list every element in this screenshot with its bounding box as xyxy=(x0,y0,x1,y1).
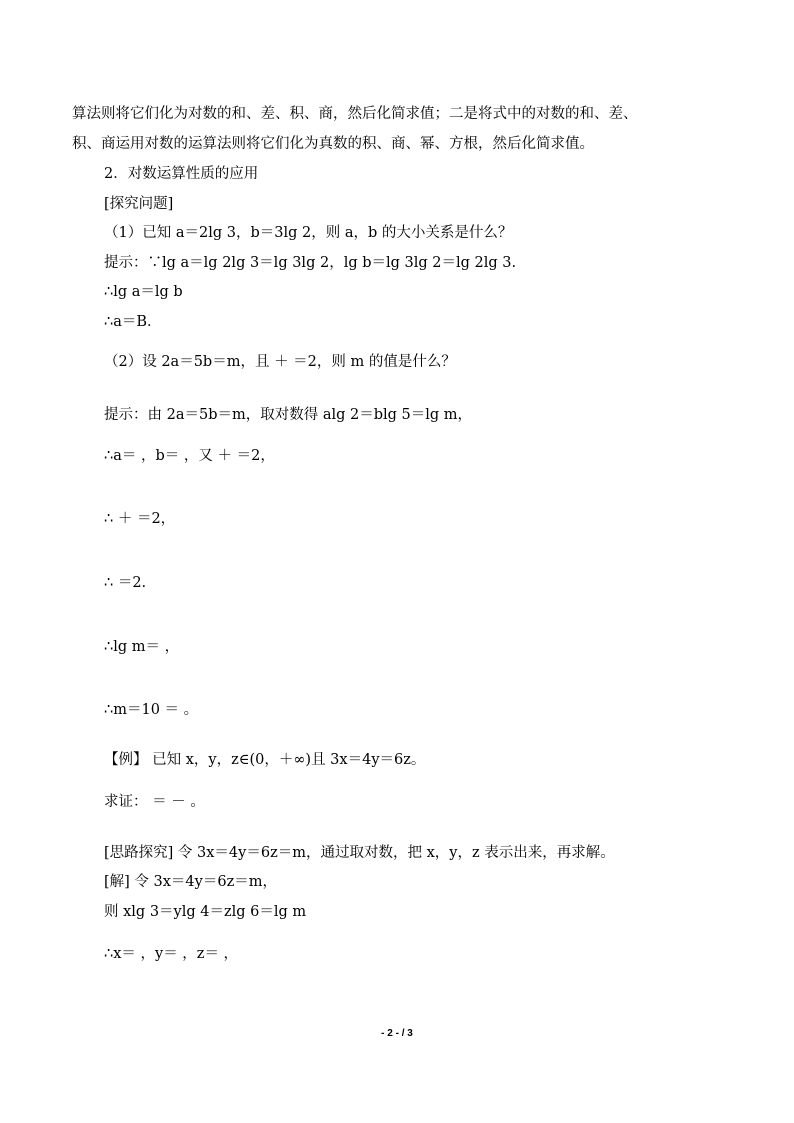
hint-1: 提示：∵lg a＝lg 2lg 3＝lg 3lg 2，lg b＝lg 3lg 2＝lg 2lg 3. xyxy=(104,255,517,271)
step-eq-2: ∴ ＝2. xyxy=(104,575,147,591)
paragraph-line-2: 积、商运用对数的运算法则将它们化为真数的积、商、幂、方根，然后化简求值。 xyxy=(72,136,594,152)
step-a-eq-b: ∴a＝B． xyxy=(104,314,162,330)
paragraph-line-1: 算法则将它们化为对数的和、差、积、商，然后化简求值；二是将式中的对数的和、差、 xyxy=(72,106,638,122)
question-1: （1）已知 a＝2lg 3，b＝3lg 2，则 a，b 的大小关系是什么？ xyxy=(104,225,513,241)
explore-label: [探究问题] xyxy=(104,196,174,212)
example: 【例】 已知 x，y，z∈(0，＋∞)且 3x＝4y＝6z。 xyxy=(104,752,426,768)
prove: 求证： ＝ － 。 xyxy=(104,794,205,810)
solution-line-2: 则 xlg 3＝ylg 4＝zlg 6＝lg m xyxy=(104,904,307,920)
hint-2: 提示：由 2a＝5b＝m，取对数得 alg 2＝blg 5＝lg m， xyxy=(104,407,473,423)
step-a-b: ∴a＝ ，b＝ ，又 ＋ ＝2， xyxy=(104,448,275,464)
section-heading: 2．对数运算性质的应用 xyxy=(104,166,259,182)
idea: [思路探究] 令 3x＝4y＝6z＝m，通过取对数，把 x，y，z 表示出来，再求解。 xyxy=(104,845,615,861)
solution-line-3: ∴x＝ ，y＝ ，z＝ ， xyxy=(104,946,239,962)
step-m: ∴m＝10 ＝ 。 xyxy=(104,702,199,718)
step-lg-a-eq-lg-b: ∴lg a＝lg b xyxy=(104,284,183,300)
step-sum: ∴ ＋ ＝2， xyxy=(104,511,176,527)
page-number: - 2 - / 3 xyxy=(381,1028,413,1039)
question-2: （2）设 2a＝5b＝m，且 ＋ ＝2，则 m 的值是什么？ xyxy=(104,354,456,370)
step-lg-m: ∴lg m＝ ， xyxy=(104,639,180,655)
solution-label: [解] 令 3x＝4y＝6z＝m， xyxy=(104,874,277,890)
